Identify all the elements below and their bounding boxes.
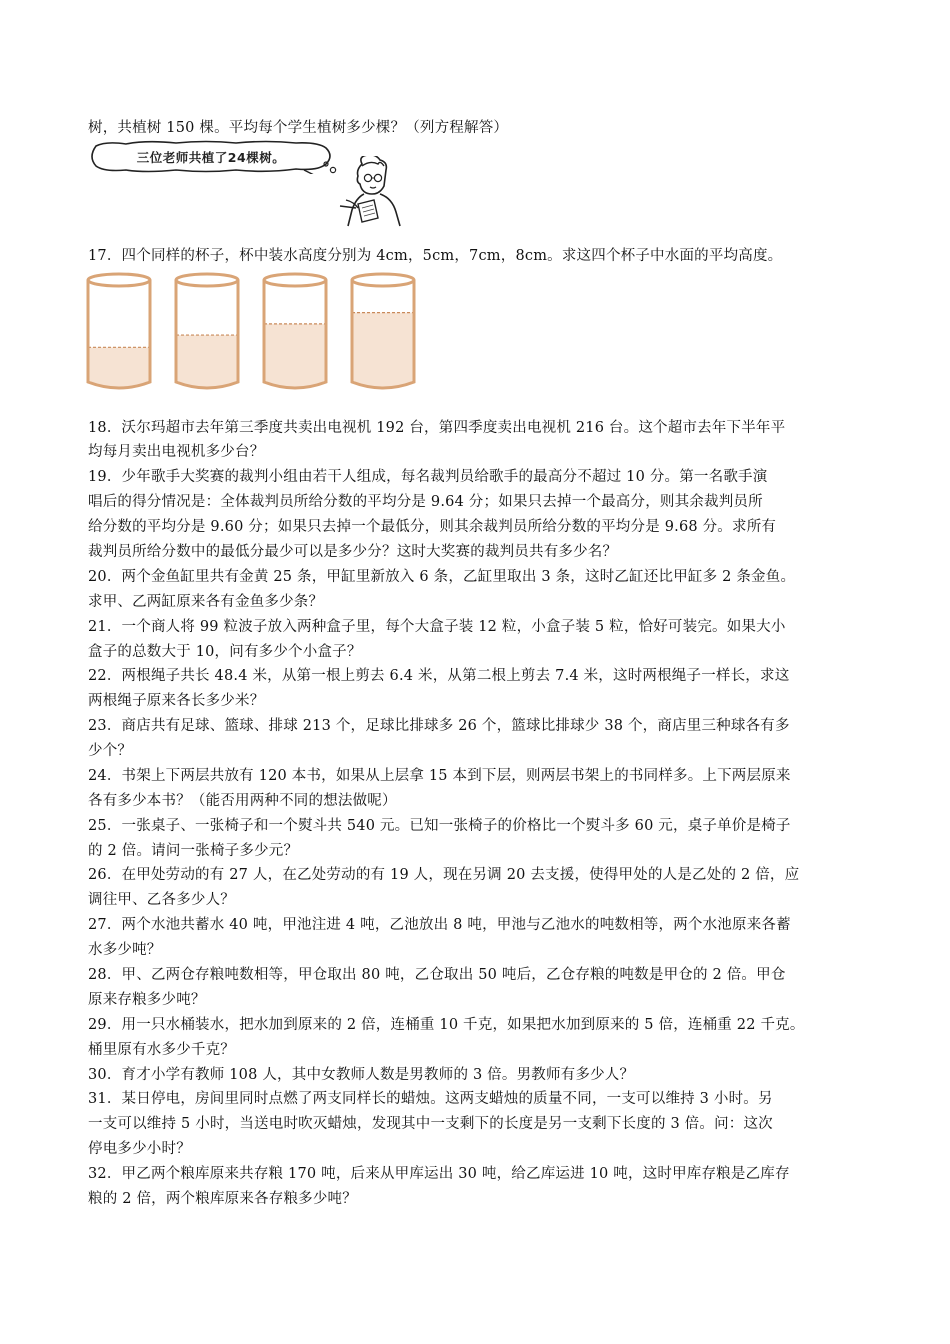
speech-bubble-text: 三位老师共植了24棵树。 bbox=[136, 150, 286, 165]
cup-water bbox=[176, 335, 238, 388]
problem-23-line-2: 少个？ bbox=[88, 743, 133, 759]
problem-17-text: 17．四个同样的杯子，杯中装水高度分别为 4cm，5cm，7cm，8cm。求这四个杯子中水面的平均高度。 bbox=[88, 248, 783, 264]
problem-25-line-2: 的 2 倍。请问一张椅子多少元？ bbox=[88, 843, 299, 859]
problem-29-line-2: 桶里原有水多少千克？ bbox=[88, 1042, 235, 1058]
problem-22-line-2: 两根绳子原来各长多少米？ bbox=[88, 693, 265, 709]
problem-30-text: 30．育才小学有教师 108 人，其中女教师人数是男教师的 3 倍。男教师有多少人？ bbox=[88, 1067, 635, 1083]
problem-31-line-3: 停电多少小时？ bbox=[88, 1141, 191, 1157]
problem-20-line-1: 20．两个金鱼缸里共有金黄 25 条，甲缸里新放入 6 条，乙缸里取出 3 条，这时乙缸还比甲缸多 2 条金鱼。 bbox=[88, 569, 796, 585]
cup-rim bbox=[88, 274, 150, 286]
problem-24-line-2: 各有多少本书？（能否用两种不同的想法做呢） bbox=[88, 793, 397, 809]
speech-bubble bbox=[86, 140, 336, 174]
problem-27-line-2: 水多少吨？ bbox=[88, 942, 162, 958]
problem-25-line-1: 25．一张桌子、一张椅子和一个熨斗共 540 元。已知一张椅子的价格比一个熨斗多 60 元，桌子单价是椅子 bbox=[88, 818, 791, 834]
problem-26-line-2: 调往甲、乙各多少人？ bbox=[88, 892, 235, 908]
problem-19-line-4: 裁判员所给分数中的最低分最少可以是多少分？这时大奖赛的裁判员共有多少名？ bbox=[88, 544, 618, 560]
cup-rim bbox=[352, 274, 414, 286]
problem-32-line-1: 32．甲乙两个粮库原来共存粮 170 吨，后来从甲库运出 30 吨，给乙库运进 10 吨，这时甲库存粮是乙库存 bbox=[88, 1166, 790, 1182]
teacher-illustration bbox=[318, 156, 408, 228]
problem-18-line-1: 18．沃尔玛超市去年第三季度共卖出电视机 192 台，第四季度卖出电视机 216 台。这个超市去年下半年平 bbox=[88, 420, 786, 436]
cup-2 bbox=[176, 274, 238, 388]
problem-22-line-1: 22．两根绳子共长 48.4 米，从第一根上剪去 6.4 米，从第二根上剪去 7.4 米，这时两根绳子一样长，求这 bbox=[88, 668, 790, 684]
cup-4 bbox=[352, 274, 414, 388]
problem-21-line-1: 21．一个商人将 99 粒波子放入两种盒子里，每个大盒子装 12 粒，小盒子装 5 粒，恰好可装完。如果大小 bbox=[88, 619, 786, 635]
cup-water bbox=[352, 313, 414, 388]
problem-23-line-1: 23．商店共有足球、篮球、排球 213 个，足球比排球多 26 个，篮球比排球少 38 个，商店里三种球各有多 bbox=[88, 718, 790, 734]
cup-rim bbox=[176, 274, 238, 286]
problem-31-line-1: 31．某日停电，房间里同时点燃了两支同样长的蜡烛。这两支蜡烛的质量不同，一支可以维持 3 小时。另 bbox=[88, 1091, 773, 1107]
problem-19-line-1: 19．少年歌手大奖赛的裁判小组由若干人组成，每名裁判员给歌手的最高分不超过 10 分。第一名歌手演 bbox=[88, 469, 768, 485]
problem-27-line-1: 27．两个水池共蓄水 40 吨，甲池注进 4 吨，乙池放出 8 吨，甲池与乙池水的吨数相等，两个水池原来各蓄 bbox=[88, 917, 791, 933]
cup-1 bbox=[88, 274, 150, 388]
cup-water bbox=[88, 347, 150, 388]
problem-31-line-2: 一支可以维持 5 小时，当送电时吹灭蜡烛，发现其中一支剩下的长度是另一支剩下长度的 3 倍。问：这次 bbox=[88, 1116, 773, 1132]
problem-16-text: 树，共植树 150 棵。平均每个学生植树多少棵？（列方程解答） bbox=[88, 120, 509, 136]
problem-24-line-1: 24．书架上下两层共放有 120 本书，如果从上层拿 15 本到下层，则两层书架上的书同样多。上下两层原来 bbox=[88, 768, 791, 784]
cup-rim bbox=[264, 274, 326, 286]
cup-3 bbox=[264, 274, 326, 388]
problem-21-line-2: 盒子的总数大于 10，问有多少个小盒子？ bbox=[88, 644, 362, 660]
problem-26-line-1: 26．在甲处劳动的有 27 人，在乙处劳动的有 19 人，现在另调 20 去支援，使得甲处的人是乙处的 2 倍，应 bbox=[88, 867, 800, 883]
problem-28-line-2: 原来存粮多少吨？ bbox=[88, 992, 206, 1008]
problem-32-line-2: 粮的 2 倍，两个粮库原来各存粮多少吨？ bbox=[88, 1191, 357, 1207]
problem-19-line-2: 唱后的得分情况是：全体裁判员所给分数的平均分是 9.64 分；如果只去掉一个最高分，则其余裁判员所 bbox=[88, 494, 763, 510]
problem-28-line-1: 28．甲、乙两仓存粮吨数相等，甲仓取出 80 吨，乙仓取出 50 吨后，乙仓存粮的吨数是甲仓的 2 倍。甲仓 bbox=[88, 967, 786, 983]
problem-19-line-3: 给分数的平均分是 9.60 分；如果只去掉一个最低分，则其余裁判员所给分数的平均分是 9.68 分。求所有 bbox=[88, 519, 777, 535]
problem-18-line-2: 均每月卖出电视机多少台？ bbox=[88, 444, 265, 460]
problem-20-line-2: 求甲、乙两缸原来各有金鱼多少条？ bbox=[88, 594, 324, 610]
problem-29-line-1: 29．用一只水桶装水，把水加到原来的 2 倍，连桶重 10 千克，如果把水加到原来的 5 倍，连桶重 22 千克。 bbox=[88, 1017, 805, 1033]
water-cups-figure bbox=[84, 268, 424, 394]
cup-water bbox=[264, 324, 326, 388]
